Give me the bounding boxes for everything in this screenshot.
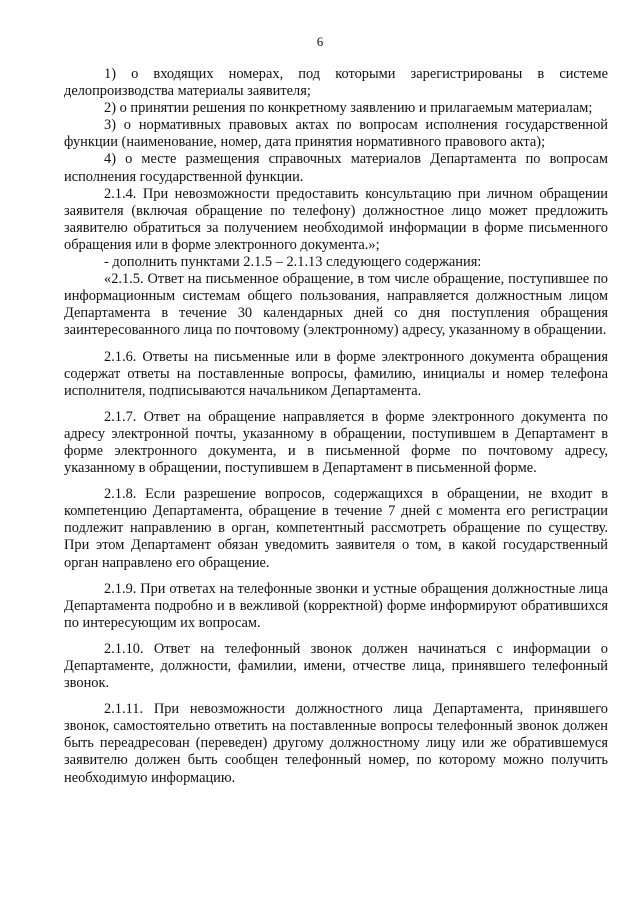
paragraph-2-1-8: 2.1.8. Если разрешение вопросов, содержащихся в обращении, не входит в компетенцию Департамента, обращение в течение 7 дней с момента его регистрации подлежит направлению в орган, компетентный рассмотреть обращение по существу. При этом Департамент обязан уведомить заявителя о том, в какой государственный орган направлено его обращение. [64,486,608,571]
document-body [64,66,608,787]
paragraph-2-1-9: 2.1.9. При ответах на телефонные звонки и устные обращения должностные лица Департамента подробно и в вежливой (корректной) форме информируют обратившихся по интересующим их вопросам. [64,580,608,631]
paragraph-item-3: 3) о нормативных правовых актах по вопросам исполнения государственной функции (наименование, номер, дата принятия нормативного правового акта); [64,117,608,151]
paragraph-amendment-intro: - дополнить пунктами 2.1.5 – 2.1.13 следующего содержания: [104,254,482,271]
paragraph-item-1: 1) о входящих номерах, под которыми зарегистрированы в системе делопроизводства материалы заявителя; [64,66,608,100]
paragraph-item-2: 2) о принятии решения по конкретному заявлению и прилагаемым материалам; [104,100,593,117]
paragraph-2-1-4: 2.1.4. При невозможности предоставить консультацию при личном обращении заявителя (включая обращение по телефону) должностное лицо может предложить заявителю обратиться за получением необходимой информации в форме письменного обращения или в форме электронного документа.»; [64,185,608,253]
paragraph-2-1-7: 2.1.7. Ответ на обращение направляется в форме электронного документа по адресу электронной почты, указанному в обращении, поступившем в Департамент в форме электронного документа, и в письменной форме по почтовому адресу, указанному в обращении, поступившем в Департамент в письменной форме. [64,408,608,477]
paragraph-item-4: 4) о месте размещения справочных материалов Департамента по вопросам исполнения государственной функции. [64,151,608,185]
paragraph-2-1-5: «2.1.5. Ответ на письменное обращение, в том числе обращение, поступившее по информационным системам общего пользования, направляется должностным лицом Департамента в течение 30 календарных дней со дня поступления обращения заинтересованного лица по почтовому (электронному) адресу, указанному в обращении. [64,271,608,339]
paragraph-2-1-10: 2.1.10. Ответ на телефонный звонок должен начинаться с информации о Департаменте, должности, фамилии, имени, отчестве лица, принявшего телефонный звонок. [64,640,608,692]
paragraph-2-1-11: 2.1.11. При невозможности должностного лица Департамента, принявшего звонок, самостоятельно ответить на поставленные вопросы телефонный звонок должен быть переадресован (переведен) другому должностному лицу или же обратившемуся заявителю должен быть сообщен телефонный номер, по которому можно получить необходимую информацию. [64,701,608,786]
paragraph-2-1-6: 2.1.6. Ответы на письменные или в форме электронного документа обращения содержат ответы на поставленные вопросы, фамилию, инициалы и номер телефона исполнителя, подписываются начальником Департамента. [64,348,608,399]
page-number: 6 [316,34,324,49]
